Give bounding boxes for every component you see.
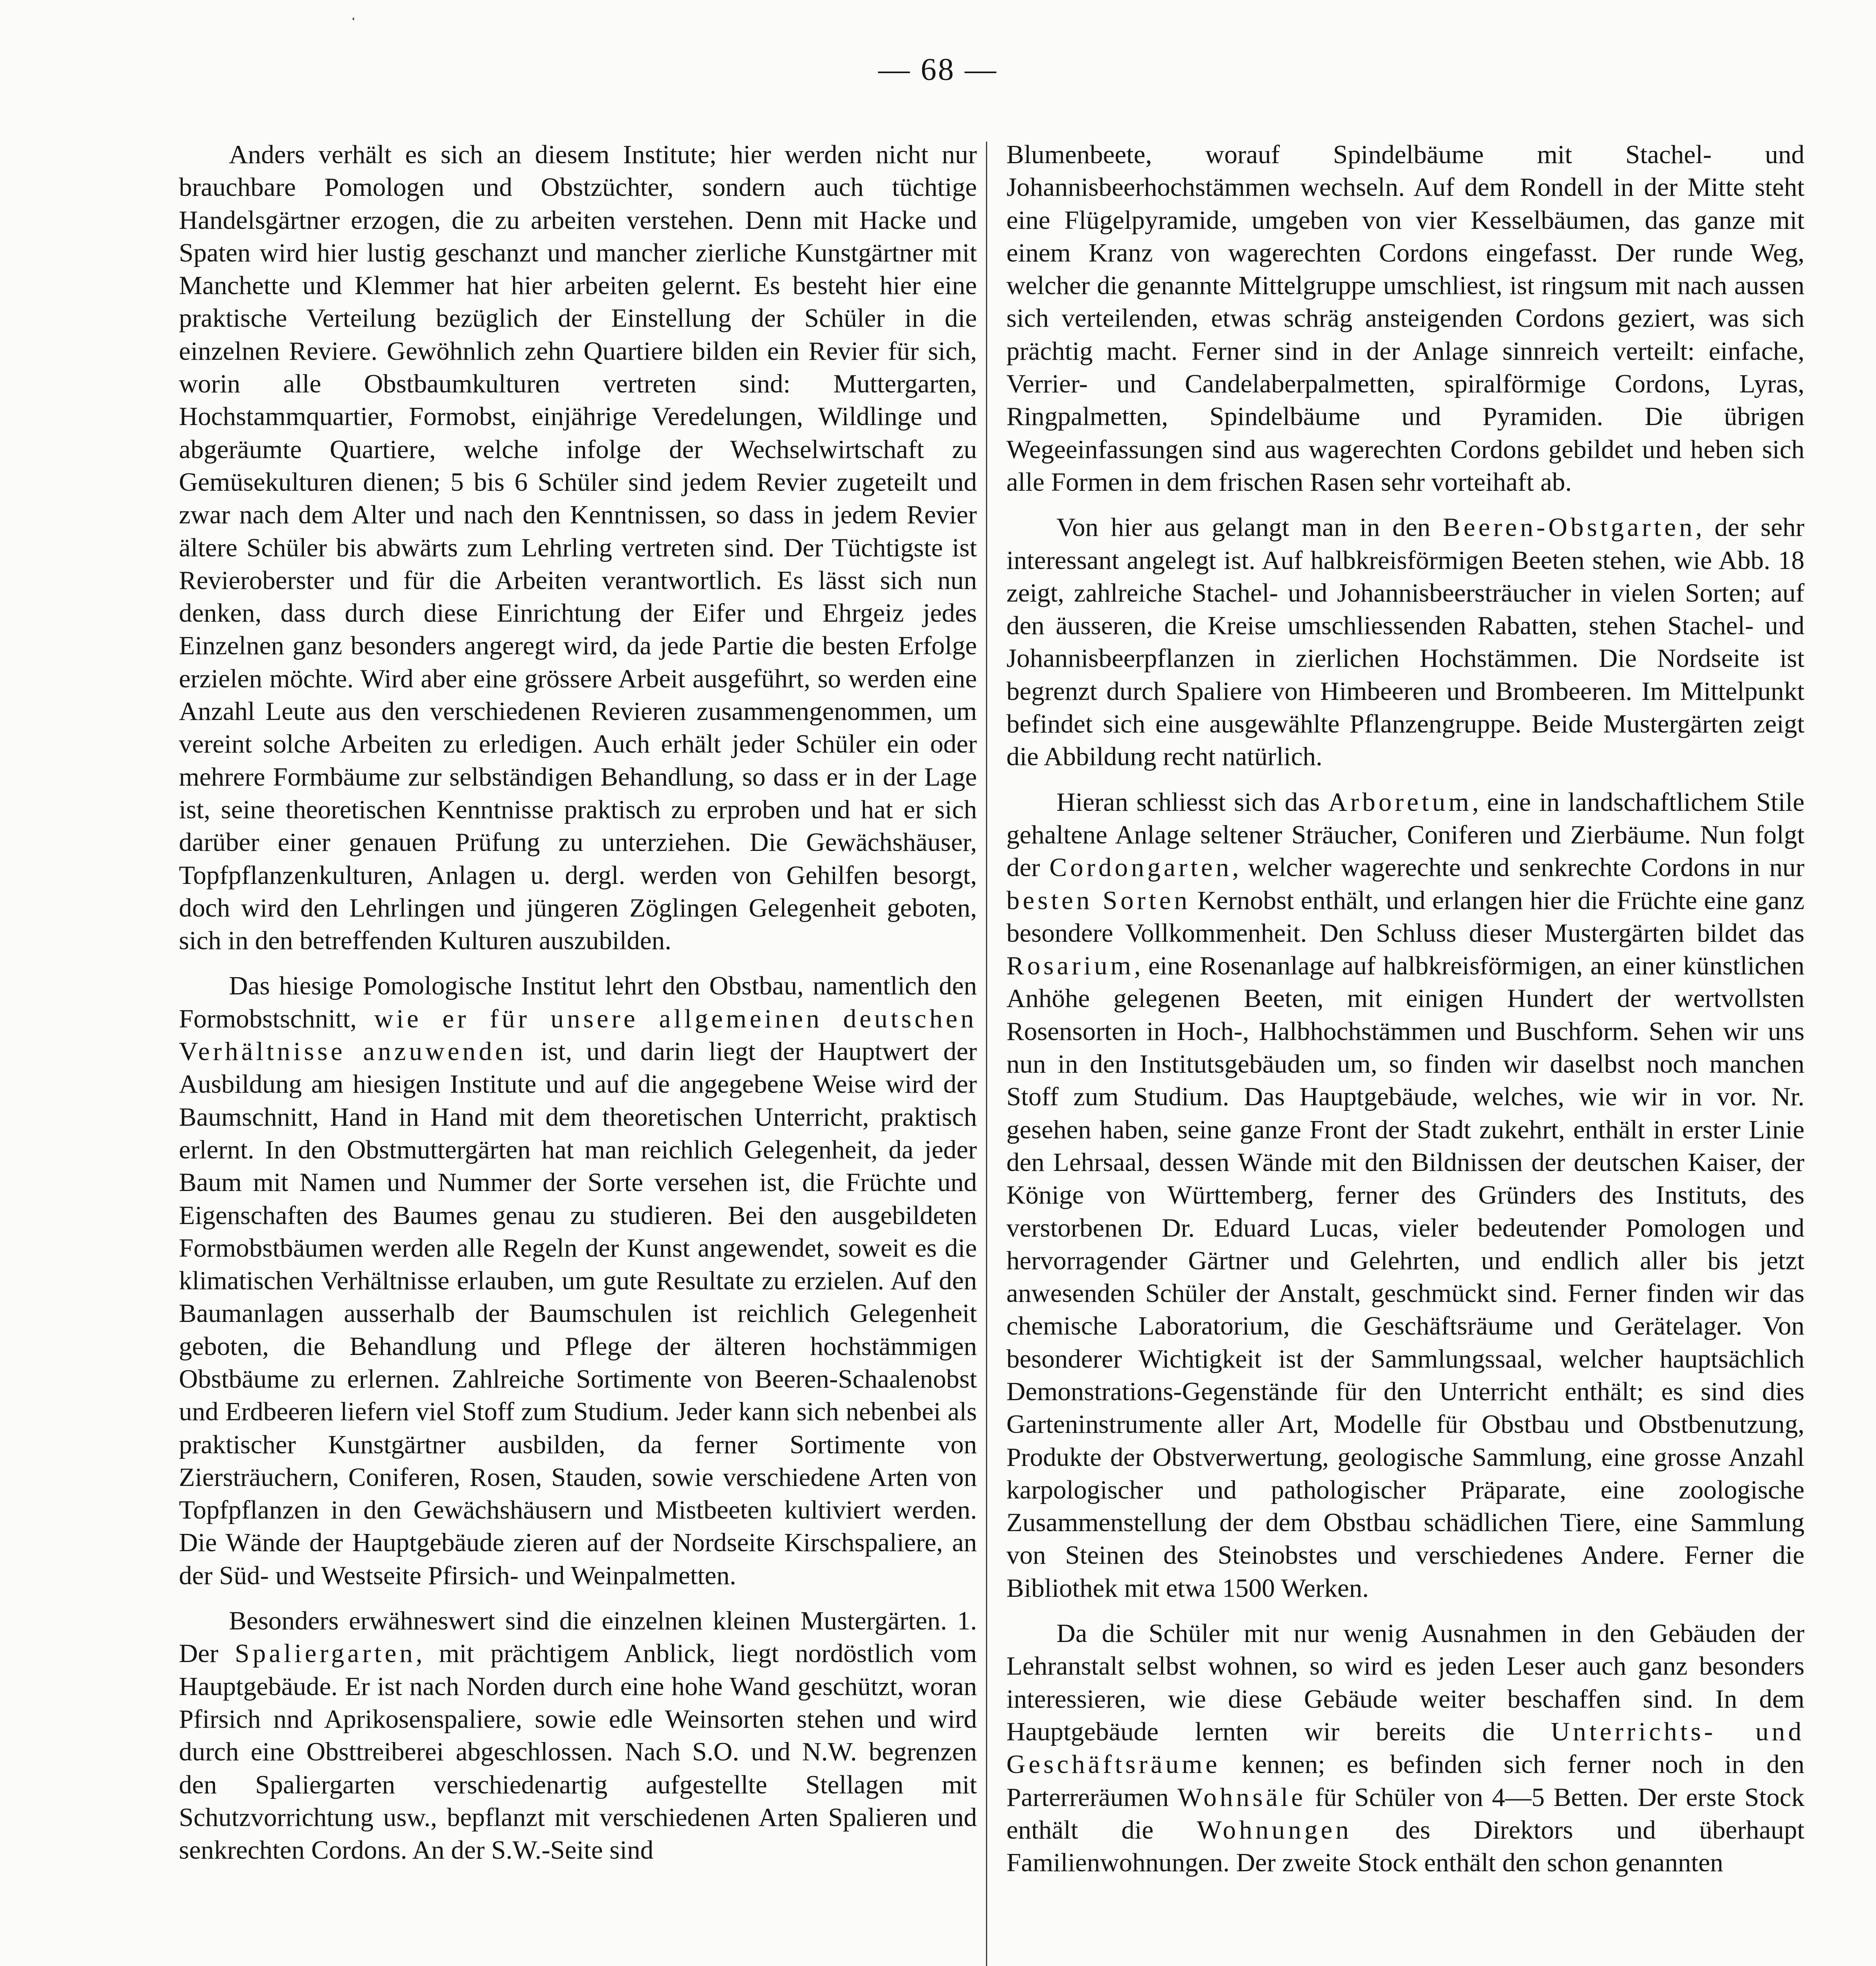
spaced-emphasis: Arboretum (1328, 787, 1472, 817)
paragraph-text: Besonders erwähneswert sind die einzelnen kleinen Mustergärten. 1. Der (179, 1606, 977, 1668)
paragraph-text: Von hier aus gelangt man in den (1056, 513, 1443, 542)
column-divider (986, 142, 987, 1966)
right-column (1006, 138, 1804, 1879)
paragraph-text: kennen; es befinden sich ferner noch in den Parterreräumen (1006, 1750, 1804, 1812)
spaced-emphasis: Beeren-Obstgarten (1443, 513, 1696, 542)
page-number: — 68 — (878, 52, 998, 87)
spaced-emphasis: wie er für unsere allgemeinen deutschen Verhältnisse anzuwenden (179, 1004, 977, 1066)
paragraph-text: , eine Rosenanlage auf halbkreisförmigen, an einer künstlichen Anhöhe gelegenen Beeten, mit einigen Hundert der wertvollsten Rosensorten in Hoch-, Halbhochstämmen und Buschform. Sehen wir uns nun in den Institutsgebäuden um, so finden wir daselbst noch manchen Stoff zum Studium. Das Hauptgebäude, welches, wie wir in vor. Nr. gesehen haben, seine ganze Front der Stadt zukehrt, enthält in erster Linie den Lehrsaal, dessen Wände mit den Bildnissen der deutschen Kaiser, der Könige von Württemberg, ferner des Gründers des Instituts, des verstorbenen Dr. Eduard Lucas, vieler bedeutender Pomologen und hervorragender Gärtner und Gelehrten, und endlich aller bis jetzt anwesenden Schüler der Anstalt, geschmückt sind. Ferner finden wir das chemische Laboratorium, die Geschäftsräume und Gerätelager. Von besonderer Wichtigkeit ist der Sammlungssaal, welcher hauptsächlich Demonstrations-Gegenstände für den Unterricht enthält; es sind dies Garteninstrumente aller Art, Modelle für Obstbau und Obstbenutzung, Produkte der Obstverwertung, geologische Sammlung, eine grosse Anzahl karpologischer und pathologischer Präparate, eine zoologische Zusammenstellung der dem Obstbau schädlichen Tiere, eine Sammlung von Steinen des Steinobstes und verschiedenes Andere. Ferner die Bibliothek mit etwa 1500 Werken. (1006, 951, 1804, 1603)
paragraph-text: des Direktors und überhaupt Familienwohnungen. Der zweite Stock enthält den schon genannten (1006, 1815, 1804, 1878)
paragraph-text: , der sehr interessant angelegt ist. Auf halbkreisförmigen Beeten stehen, wie Abb. 18 zeigt, zahlreiche Stachel- und Johannisbeersträucher in vielen Sorten; auf den äusseren, die Kreise umschliessenden Rabatten, stehen Stachel- und Johannisbeerpflanzen in zierlichen Hochstämmen. Die Nordseite ist begrenzt durch Spaliere von Himbeeren und Brombeeren. Im Mittelpunkt befindet sich eine ausgewählte Pflanzengruppe. Beide Mustergärten zeigt die Abbildung recht natürlich. (1006, 513, 1804, 771)
spaced-emphasis: besten Sorten (1006, 885, 1191, 915)
spaced-emphasis: Wohnungen (1197, 1815, 1352, 1845)
spaced-emphasis: Cordongarten (1049, 853, 1232, 882)
paragraph (179, 970, 977, 1592)
left-column (179, 138, 977, 1867)
paragraph (1006, 511, 1804, 773)
paragraph-text: ist, und darin liegt der Hauptwert der Ausbildung am hiesigen Institute und auf die angegebene Weise wird der Baumschnitt, Hand in Hand mit dem theoretischen Unterricht, praktisch erlernt. In den Obstmuttergärten hat man reichlich Gelegenheit, da jeder Baum mit Namen und Nummer der Sorte versehen ist, die Früchte und Eigenschaften des Baumes genau zu studieren. Bei den ausgebildeten Formobstbäumen werden alle Regeln der Kunst angewendet, soweit es die klimatischen Verhältnisse erlauben, um gute Resultate zu erzielen. Auf den Baumanlagen ausserhalb der Baumschulen ist reichlich Gelegenheit geboten, die Behandlung und Pflege der älteren hochstämmigen Obstbäume zu erlernen. Zahlreiche Sortimente von Beeren-Schaalenobst und Erdbeeren liefern viel Stoff zum Studium. Jeder kann sich nebenbei als praktischer Kunstgärtner ausbilden, da ferner Sortimente von Ziersträuchern, Coniferen, Rosen, Stauden, sowie verschiedene Arten von Topfpflanzen in den Gewächshäusern und Mistbeeten kultiviert werden. Die Wände der Hauptgebäude zieren auf der Nordseite Kirschspaliere, an der Süd- und Westseite Pfirsich- und Weinpalmetten. (179, 1037, 977, 1590)
paragraph-text: , mit prächtigem Anblick, liegt nordöstlich vom Hauptgebäude. Er ist nach Norden durch eine hohe Wand geschützt, woran Pfirsich nnd Aprikosenspaliere, sowie edle Weinsorten stehen und wird durch eine Obsttreiberei abgeschlossen. Nach S.O. und N.W. begrenzen den Spaliergarten verschiedenartig aufgestellte Stellagen mit Schutzvorrichtung usw., bepflanzt mit verschiedenen Arten Spalieren und senkrechten Cordons. An der S.W.-Seite sind (179, 1639, 977, 1865)
spaced-emphasis: Rosarium (1006, 951, 1134, 981)
paragraph-text: Da die Schüler mit nur wenig Ausnahmen in den Gebäuden der Lehranstalt selbst wohnen, so wird es jeden Leser auch ganz besonders interessieren, wie diese Gebäude weiter beschaffen sind. In dem Hauptgebäude lernten wir bereits die (1006, 1619, 1804, 1746)
paragraph-text: für Schüler von 4—5 Betten. Der erste Stock enthält die (1006, 1782, 1804, 1845)
paragraph (1006, 1617, 1804, 1879)
paragraph-text: Das hiesige Pomologische Institut lehrt den Obstbau, namentlich den Formobstschnitt, (179, 971, 977, 1033)
paragraph: Blumenbeete, worauf Spindelbäume mit Stachel- und Johannisbeerhochstämmen wechseln. Auf dem Rondell in der Mitte steht eine Flügelpyramide, umgeben von vier Kesselbäumen, das ganze mit einem Kranz von wagerechten Cordons eingefasst. Der runde Weg, welcher die genannte Mittelgruppe umschliest, ist ringsum mit nach aussen sich verteilenden, etwas schräg ansteigenden Cordons geziert, was sich prächtig macht. Ferner sind in der Anlage sinnreich verteilt: einfache, Verrier- und Candelaberpalmetten, spiralförmige Cordons, Lyras, Ringpalmetten, Spindelbäume und Pyramiden. Die übrigen Wegeeinfassungen sind aus wagerechten Cordons gebildet und heben sich alle Formen in dem frischen Rasen sehr vorteihaft ab. (1006, 140, 1804, 497)
paragraph-text: , eine in landschaftlichem Stile gehaltene Anlage seltener Sträucher, Coniferen und Zierbäume. Nun folgt der (1006, 787, 1804, 882)
paragraph-text: Kernobst enthält, und erlangen hier die Früchte eine ganz besondere Vollkommenheit. Den Schluss dieser Mustergärten bildet das (1006, 885, 1804, 948)
scan-mark (353, 18, 354, 20)
paragraph (179, 1605, 977, 1867)
spaced-emphasis: Spaliergarten (235, 1639, 416, 1668)
paragraph-text: Hieran schliesst sich das (1056, 787, 1328, 817)
spaced-emphasis: Unterrichts- und Geschäftsräume (1006, 1717, 1804, 1779)
paragraph (1006, 786, 1804, 1605)
paragraph: Anders verhält es sich an diesem Institute; hier werden nicht nur brauchbare Pomologen und Obstzüchter, sondern auch tüchtige Handelsgärtner erzogen, die zu arbeiten verstehen. Denn mit Hacke und Spaten wird hier lustig geschanzt und mancher zierliche Kunstgärtner mit Manchette und Klemmer hat hier arbeiten gelernt. Es besteht hier eine praktische Verteilung bezüglich der Einstellung der Schüler in die einzelnen Reviere. Gewöhnlich zehn Quartiere bilden ein Revier für sich, worin alle Obstbaumkulturen vertreten sind: Muttergarten, Hochstammquartier, Formobst, einjährige Veredelungen, Wildlinge und abgeräumte Quartiere, welche infolge der Wechselwirtschaft zu Gemüsekulturen dienen; 5 bis 6 Schüler sind jedem Revier zugeteilt und zwar nach dem Alter und nach den Kenntnissen, so dass in jedem Revier ältere Schüler bis abwärts zum Lehrling vertreten sind. Der Tüchtigste ist Revieroberster und für die Arbeiten verantwortlich. Es lässt sich nun denken, dass durch diese Einrichtung der Eifer und Ehrgeiz jedes Einzelnen ganz besonders angeregt wird, da jede Partie die besten Erfolge erzielen möchte. Wird aber eine grössere Arbeit ausgeführt, so werden eine Anzahl Leute aus den verschiedenen Revieren zusammengenommen, um vereint solche Arbeiten zu erledigen. Auch erhält jeder Schüler ein oder mehrere Formbäume zur selbständigen Behandlung, so dass er in der Lage ist, seine theoretischen Kenntnisse praktisch zu erproben und hat er sich darüber einer genauen Prüfung zu unterziehen. Die Gewächshäuser, Topfpflanzenkulturen, Anlagen u. dergl. werden von Gehilfen besorgt, doch wird den Lehrlingen und jüngeren Zöglingen Gelegenheit geboten, sich in den betreffenden Kulturen auszubilden. (179, 140, 977, 955)
paragraph-text: , welcher wagerechte und senkrechte Cordons in nur (1232, 853, 1804, 882)
spaced-emphasis: Wohnsäle (1177, 1782, 1306, 1812)
